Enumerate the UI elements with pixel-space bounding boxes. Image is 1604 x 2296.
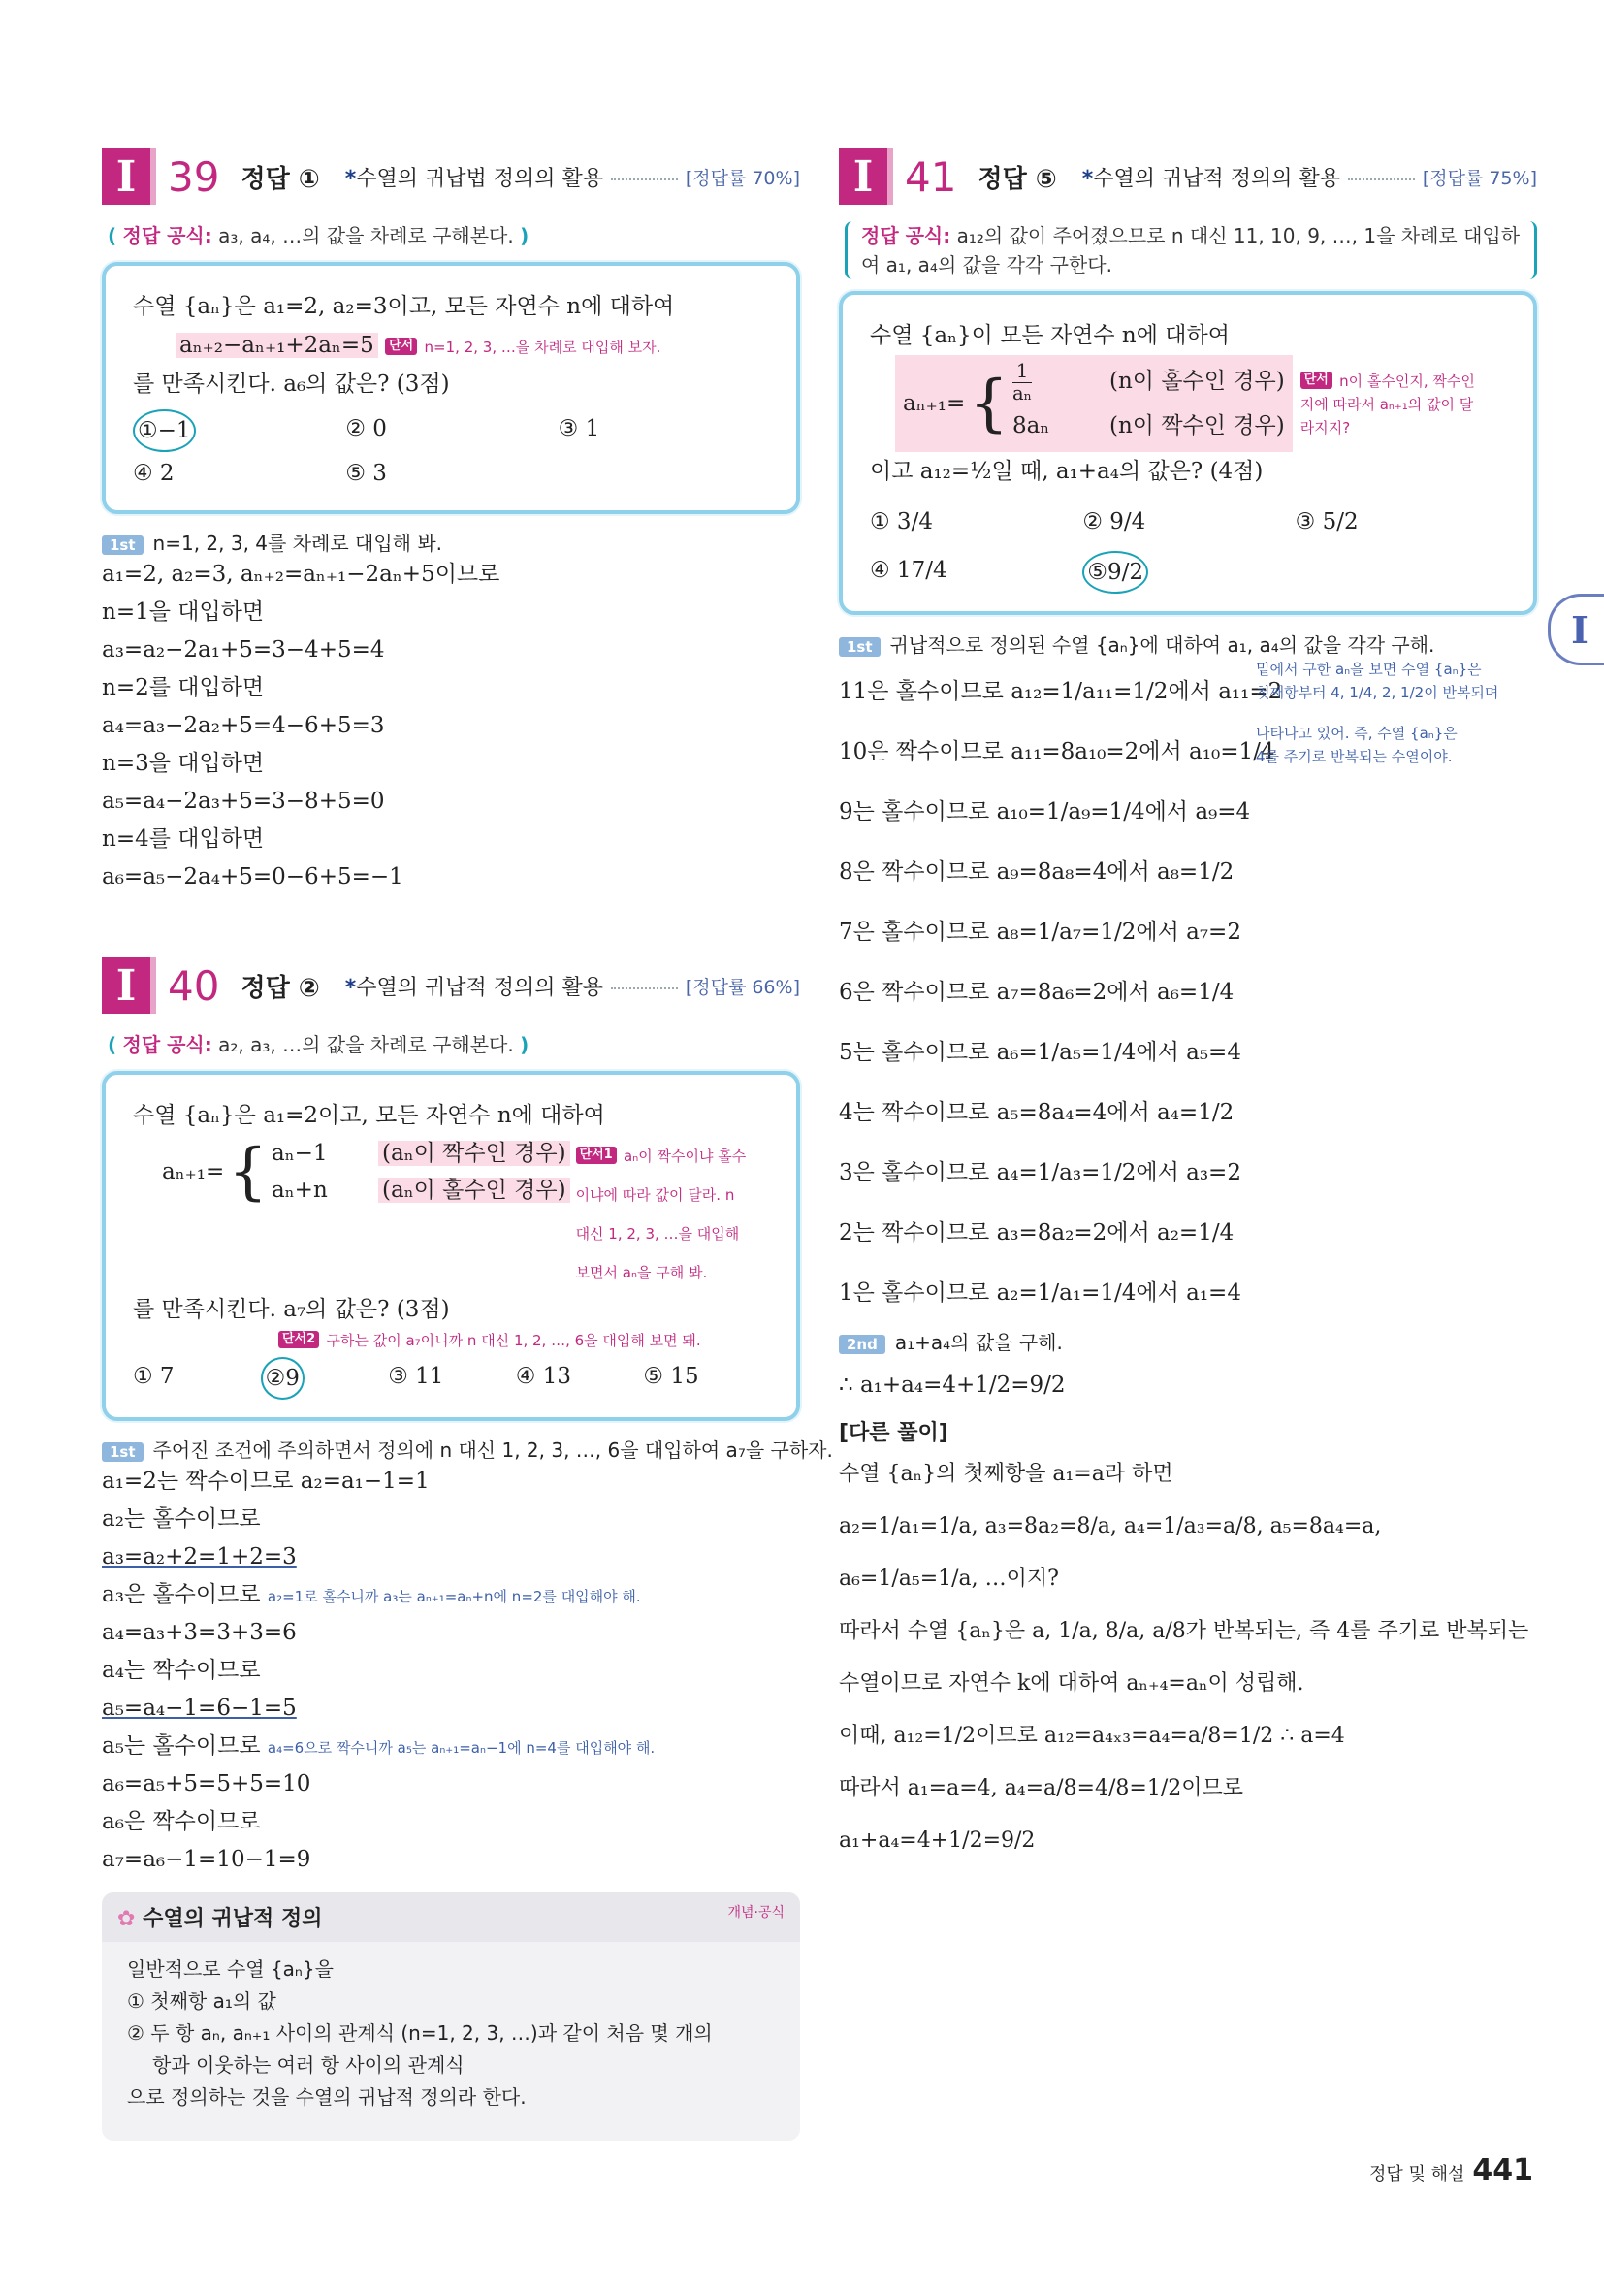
answer-label: 정답 ⑤ <box>978 164 1057 194</box>
solution-line: a₃=a₂−2a₁+5=3−4+5=4 <box>102 637 385 663</box>
answer-label: 정답 ① <box>241 164 320 194</box>
chapter-side-tab[interactable]: I <box>1548 594 1604 665</box>
answer-formula: 정답 공식: a₁₂의 값이 주어졌으므로 n 대신 11, 10, 9, …, 1을 차례로 대입하여 a₁, a₄의 값을 각각 구한다. <box>845 221 1537 279</box>
choice-3[interactable]: ③ 5/2 <box>1295 509 1359 534</box>
solution-line: a₄=a₃+3=3+3=6 <box>102 1620 297 1645</box>
unit-mark: I <box>839 148 887 205</box>
clue-hint: n이 홀수인지, 짝수인지에 따라서 aₙ₊₁의 값이 달라지지? <box>1299 372 1475 437</box>
solution-line: 1은 홀수이므로 a₂=1/a₁=1/4에서 a₁=4 <box>839 1280 1241 1306</box>
correct-rate: [정답률 66%] <box>685 976 800 998</box>
choice-2[interactable]: ② 9/4 <box>1082 509 1146 534</box>
alt-line: 따라서 수열 {aₙ}은 a, 1/a, 8/a, a/8가 반복되는, 즉 4를 주기로 반복되는 <box>839 1619 1529 1643</box>
solution-line: a₃은 홀수이므로 a₂=1로 홀수니까 a₃는 aₙ₊₁=aₙ+n에 n=2를 대입해야 해. <box>102 1582 641 1607</box>
solution-line: a₄=a₃−2a₂+5=4−6+5=3 <box>102 713 385 738</box>
alt-line: 따라서 a₁=a=4, a₄=a/8=4/8=1/2이므로 <box>839 1776 1243 1800</box>
choice-5[interactable]: ⑤9/2 <box>1082 551 1295 594</box>
clue-tag-2: 단서2 <box>278 1331 319 1348</box>
clue-hint-1: aₙ이 짝수이냐 홀수이냐에 따라 값이 달라. n 대신 1, 2, 3, …을 대입해 보면서 aₙ을 구해 봐. <box>575 1148 747 1281</box>
choice-5[interactable]: ⑤ 3 <box>345 461 387 486</box>
concept-box <box>102 1892 800 2141</box>
question-line-3: 를 만족시킨다. a₆의 값은? (3점) <box>133 372 450 397</box>
concept-header: ✿ 수열의 귀납적 정의 개념·공식 <box>102 1892 800 1942</box>
solution-line: 4는 짝수이므로 a₅=8a₄=4에서 a₄=1/2 <box>839 1100 1235 1125</box>
choice-3[interactable]: ③ 11 <box>388 1364 444 1389</box>
solution-line: n=1을 대입하면 <box>102 599 265 625</box>
solution-line: a₆=a₅−2a₄+5=0−6+5=−1 <box>102 864 403 889</box>
step-1: 1st n=1, 2, 3, 4를 차례로 대입해 봐. <box>102 528 800 556</box>
answer-formula: ( 정답 공식: a₃, a₄, …의 값을 차례로 구해본다. ) <box>108 224 529 247</box>
solution-line: a₅=a₄−2a₃+5=3−8+5=0 <box>102 789 385 814</box>
alternative-solution <box>839 1448 1537 1867</box>
correct-rate: [정답률 75%] <box>1422 167 1537 189</box>
choices <box>870 502 1508 594</box>
clue-tag: 단서 <box>385 338 417 355</box>
solution-line: 6은 짝수이므로 a₇=8a₆=2에서 a₆=1/4 <box>839 980 1235 1005</box>
solution-line: a₇=a₆−1=10−1=9 <box>102 1847 311 1872</box>
problem-39-header <box>102 146 800 208</box>
correct-rate: [정답률 70%] <box>685 167 800 189</box>
question-line-1: 수열 {aₙ}은 a₁=2, a₂=3이고, 모든 자연수 n에 대하여 <box>133 294 675 319</box>
alternative-title: [다른 풀이] <box>839 1421 948 1445</box>
piecewise-definition: aₙ₊₁= { aₙ−1 (aₙ이 짝수인 경우) aₙ+n (aₙ이 홀수인 경우) 단서1 aₙ이 짝수이냐 홀수이냐에 따라 값이 달라. n 대신 1, 2, 3, …을 대입해 보면서 aₙ을 구해 봐. <box>162 1136 747 1281</box>
choice-1[interactable]: ① 3/4 <box>870 509 933 534</box>
annotation: a₄=6으로 짝수니까 a₅는 aₙ₊₁=aₙ−1에 n=4를 대입해야 해. <box>267 1739 656 1757</box>
alt-line: 수열이므로 자연수 k에 대하여 aₙ₊₄=aₙ이 성립해. <box>839 1671 1304 1696</box>
page-footer <box>1369 2153 1533 2187</box>
footer-label: 정답 및 해설 <box>1369 2164 1465 2184</box>
choices <box>133 1357 771 1400</box>
alt-line: 이때, a₁₂=1/2이므로 a₁₂=a₄ₓ₃=a₄=a/8=1/2 ∴ a=4 <box>839 1724 1345 1748</box>
solution-line: a₅는 홀수이므로 a₄=6으로 짝수니까 a₅는 aₙ₊₁=aₙ−1에 n=4를 대입해야 해. <box>102 1733 656 1759</box>
question-line-3: 를 만족시킨다. a₇의 값은? (3점) <box>133 1297 450 1322</box>
choice-4[interactable]: ④ 17/4 <box>870 558 947 583</box>
solution-line: a₁=2, a₂=3, aₙ₊₂=aₙ₊₁−2aₙ+5이므로 <box>102 562 500 587</box>
problem-number: 39 <box>168 152 220 201</box>
problem-41-box <box>839 291 1537 615</box>
dotted-leader <box>611 987 678 989</box>
solution-line: n=4를 대입하면 <box>102 826 265 852</box>
problem-41-header <box>839 146 1537 208</box>
unit-mark: I <box>102 957 150 1014</box>
solution-line: a₅=a₄−1=6−1=5 <box>102 1696 297 1721</box>
result-line: ∴ a₁+a₄=4+1/2=9/2 <box>839 1373 1066 1398</box>
solution-line: 3은 홀수이므로 a₄=1/a₃=1/2에서 a₃=2 <box>839 1160 1241 1185</box>
question-line-1: 수열 {aₙ}은 a₁=2이고, 모든 자연수 n에 대하여 <box>133 1103 605 1128</box>
solution-line: a₃=a₂+2=1+2=3 <box>102 1544 297 1569</box>
choice-1[interactable]: ① 7 <box>133 1364 175 1389</box>
solution-line: a₆은 짝수이므로 <box>102 1809 261 1834</box>
problem-40-header <box>102 954 800 1017</box>
problem-number: 41 <box>905 152 957 201</box>
choice-2[interactable]: ② 0 <box>345 416 387 441</box>
solution-line: 2는 짝수이므로 a₃=8a₂=2에서 a₂=1/4 <box>839 1220 1235 1245</box>
solution-line: a₆=a₅+5=5+5=10 <box>102 1771 311 1796</box>
solution-line: 10은 짝수이므로 a₁₁=8a₁₀=2에서 a₁₀=1/4 <box>839 739 1275 764</box>
solution-line: n=2를 대입하면 <box>102 675 265 700</box>
question-line-3: 이고 a₁₂=½일 때, a₁+a₄의 값은? (4점) <box>870 459 1264 484</box>
topic-label: *수열의 귀납법 정의의 활용 <box>344 166 604 191</box>
choices <box>133 409 771 493</box>
right-column <box>839 146 1537 1867</box>
choice-4[interactable]: ④ 2 <box>133 461 175 486</box>
piecewise-definition: aₙ₊₁= { $\frac{1}{\text{aₙ}}$ (n이 홀수인 경우) 8aₙ (n이 짝수인 경우) 단서 n이 홀수인지, 짝수인지에 따라서 aₙ₊₁의 값이 달라지지? <box>870 355 1508 452</box>
left-column <box>102 146 833 2141</box>
solution-line: 9는 홀수이므로 a₁₀=1/a₉=1/4에서 a₉=4 <box>839 799 1251 825</box>
problem-39-box <box>102 262 800 514</box>
question-line-1: 수열 {aₙ}이 모든 자연수 n에 대하여 <box>870 323 1230 348</box>
step-1: 1st 귀납적으로 정의된 수열 {aₙ}에 대하여 a₁, a₄의 값을 각각 구해. <box>839 629 1537 662</box>
solution-line: n=3을 대입하면 <box>102 751 265 776</box>
choice-4[interactable]: ④ 13 <box>515 1364 571 1389</box>
solution-line: 7은 홀수이므로 a₈=1/a₇=1/2에서 a₇=2 <box>839 920 1241 945</box>
clue-hint: n=1, 2, 3, …을 차례로 대입해 보자. <box>424 339 661 356</box>
answer-formula: ( 정답 공식: a₂, a₃, …의 값을 차례로 구해본다. ) <box>108 1033 529 1056</box>
choice-5[interactable]: ⑤ 15 <box>643 1364 699 1389</box>
alt-line: a₁+a₄=4+1/2=9/2 <box>839 1828 1036 1853</box>
alt-line: a₆=1/a₅=1/a, …이지? <box>839 1567 1059 1591</box>
clue-tag: 단서 <box>1300 372 1332 389</box>
solution-41 <box>839 629 1537 1408</box>
solution-39 <box>102 528 800 896</box>
alt-line: a₂=1/a₁=1/a, a₃=8a₂=8/a, a₄=1/a₃=a/8, a₅=8a₄=a, <box>839 1514 1382 1538</box>
dotted-leader <box>611 178 678 180</box>
answer-label: 정답 ② <box>241 973 320 1003</box>
choice-2[interactable]: ②9 <box>261 1357 389 1400</box>
clue-hint-2: 구하는 값이 a₇이니까 n 대신 1, 2, …, 6을 대입해 보면 돼. <box>326 1332 701 1349</box>
alt-line: 수열 {aₙ}의 첫째항을 a₁=a라 하면 <box>839 1462 1173 1486</box>
solution-40 <box>102 1435 833 1879</box>
solution-line: a₄는 짝수이므로 <box>102 1658 261 1683</box>
solution-line: a₁=2는 짝수이므로 a₂=a₁−1=1 <box>102 1469 430 1494</box>
problem-40-box <box>102 1071 800 1421</box>
concept-body: 일반적으로 수열 {aₙ}을 ① 첫째항 a₁의 값 ② 두 항 aₙ, aₙ₊₁ 사이의 관계식 (n=1, 2, 3, …)과 같이 처음 몇 개의 항과 이웃하는 여러 항 사이의 관계식 으로 정의하는 것을 수열의 귀납적 정의라 한다. <box>127 1957 713 2109</box>
page-number: 441 <box>1472 2153 1534 2187</box>
problem-number: 40 <box>168 961 220 1010</box>
unit-mark: I <box>102 148 150 205</box>
choice-3[interactable]: ③ 1 <box>558 416 600 441</box>
topic-label: *수열의 귀납적 정의의 활용 <box>344 975 604 1000</box>
choice-1[interactable]: ①−1 <box>133 409 345 452</box>
solution-line: 5는 홀수이므로 a₆=1/a₅=1/4에서 a₅=4 <box>839 1040 1241 1065</box>
clue-tag-1: 단서1 <box>576 1147 617 1164</box>
step-2: 2nd a₁+a₄의 값을 구해. <box>839 1323 1537 1362</box>
side-annotation: 밑에서 구한 aₙ을 보면 수열 {aₙ}은 첫째항부터 4, 1/4, 2, 1/2이 반복되며 나타나고 있어. 즉, 수열 {aₙ}은 4를 주기로 반복되는 수열이야. <box>1256 661 1499 765</box>
solution-line: 11은 홀수이므로 a₁₂=1/a₁₁=1/2에서 a₁₁=2 <box>839 679 1283 704</box>
solution-line: 8은 짝수이므로 a₉=8a₈=4에서 a₈=1/2 <box>839 859 1235 885</box>
dotted-leader <box>1348 178 1415 180</box>
question-line-2: aₙ₊₂−aₙ₊₁+2aₙ=5 단서 n=1, 2, 3, …을 차례로 대입해 보자. <box>133 326 771 365</box>
step-1: 1st 주어진 조건에 주의하면서 정의에 n 대신 1, 2, 3, …, 6을 대입하여 a₇을 구하자. <box>102 1435 800 1463</box>
annotation: a₂=1로 홀수니까 a₃는 aₙ₊₁=aₙ+n에 n=2를 대입해야 해. <box>267 1588 641 1605</box>
solution-line: a₂는 홀수이므로 <box>102 1506 261 1532</box>
topic-label: *수열의 귀납적 정의의 활용 <box>1081 166 1341 191</box>
